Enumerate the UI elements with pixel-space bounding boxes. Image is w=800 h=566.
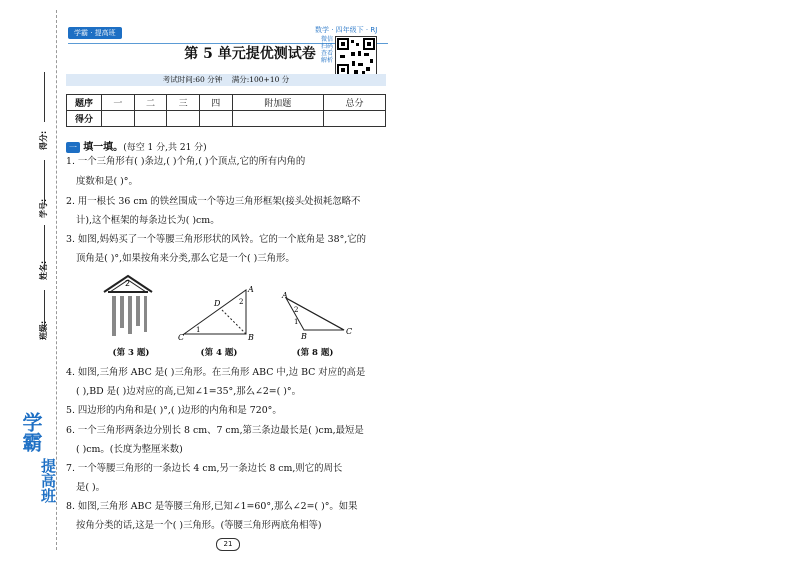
- score-field-blank: [44, 72, 45, 122]
- score-table-header-cell: 附加题: [232, 95, 323, 111]
- student-id-blank: [44, 160, 45, 205]
- brand-logo-main: 学霸: [19, 412, 43, 452]
- score-table-header-cell: 总分: [323, 95, 385, 111]
- brand-logo: [16, 412, 56, 552]
- question-2-line-1: 2. 用一根长 36 cm 的铁丝围成一个等边三角形框架(接头处损耗忽略不: [66, 196, 361, 207]
- figure-4-angle-2: 2: [239, 298, 244, 306]
- figure-3-caption: (第 3 题): [112, 348, 150, 358]
- question-8-line-2: 按角分类的话,这是一个( )三角形。(等腰三角形两底角相等): [76, 520, 322, 531]
- figure-4-triangle: [178, 282, 258, 342]
- exam-info-bar: [66, 74, 386, 86]
- question-7-line-2: 是( )。: [76, 482, 106, 493]
- score-table-header-cell: 二: [134, 95, 167, 111]
- score-table-header-cell: 题序: [67, 95, 102, 111]
- score-table-score-row: [67, 111, 386, 127]
- figure-4-caption: (第 4 题): [200, 348, 238, 358]
- score-table-header-row: [67, 95, 386, 111]
- figure-3-angle-label: 2: [125, 279, 131, 288]
- subject-label: 数学 · 四年级下 · RJ: [315, 26, 378, 34]
- figure-8-triangle: [280, 292, 352, 340]
- qr-code[interactable]: [335, 36, 377, 78]
- question-3-line-1: 3. 如图,妈妈买了一个等腰三角形形状的风铃。它的一个底角是 38°,它的: [66, 234, 366, 245]
- name-blank: [44, 225, 45, 270]
- question-2-line-2: 计),这个框架的每条边长为( )cm。: [76, 215, 220, 226]
- name-label: 姓名:: [39, 260, 48, 280]
- section-heading: [66, 138, 207, 153]
- score-cell[interactable]: [167, 111, 200, 127]
- question-6-line-2: ( )cm。(长度为整厘米数): [76, 444, 183, 455]
- question-6-line-1: 6. 一个三角形两条边分别长 8 cm、7 cm,第三条边最长是( )cm,最短是: [66, 425, 364, 436]
- figure-8-label-a: A: [282, 292, 288, 300]
- question-1-line-2: 度数和是( )°。: [76, 176, 138, 187]
- score-table-header-cell: 三: [167, 95, 200, 111]
- series-tag: 学霸 · 提高班: [68, 27, 122, 39]
- score-row-label: 得分: [67, 111, 102, 127]
- figure-4-label-a: A: [248, 285, 254, 294]
- figure-8-angle-1: 1: [294, 318, 299, 326]
- qr-code-icon: [336, 37, 376, 77]
- figure-4-angle-1: 1: [196, 326, 201, 334]
- figure-8-angle-2: 2: [294, 306, 299, 314]
- score-cell[interactable]: [134, 111, 167, 127]
- figure-4-label-b: B: [248, 333, 254, 342]
- figure-4-label-c: C: [178, 333, 185, 342]
- figure-3-wind-chime: [100, 272, 160, 342]
- section-note: (每空 1 分,共 21 分): [123, 143, 207, 153]
- question-4-line-1: 4. 如图,三角形 ABC 是( )三角形。在三角形 ABC 中,边 BC 对应的高是: [66, 367, 366, 378]
- figure-4-label-d: D: [214, 299, 221, 308]
- page-title: 第 5 单元提优测试卷: [184, 46, 316, 62]
- figure-8-label-b: B: [301, 332, 307, 340]
- question-5: 5. 四边形的内角和是( )°,( )边形的内角和是 720°。: [66, 405, 282, 416]
- section-title: 填一填。: [83, 142, 124, 153]
- page-number: 21: [216, 538, 240, 551]
- score-cell[interactable]: [323, 111, 385, 127]
- score-table-header-cell: 一: [102, 95, 135, 111]
- figure-8-label-c: C: [346, 327, 352, 336]
- brand-logo-sub: 提高班: [39, 458, 57, 503]
- question-7-line-1: 7. 一个等腰三角形的一条边长 4 cm,另一条边长 8 cm,则它的周长: [66, 463, 343, 474]
- question-1-line-1: 1. 一个三角形有( )条边,( )个角,( )个顶点,它的所有内角的: [66, 156, 306, 167]
- score-cell[interactable]: [232, 111, 323, 127]
- question-3-line-2: 顶角是( )°,如果按角来分类,那么它是一个( )三角形。: [76, 253, 295, 264]
- score-table: [66, 94, 386, 127]
- student-id-label: 学号:: [39, 198, 48, 218]
- score-cell[interactable]: [102, 111, 135, 127]
- class-label: 班级:: [39, 320, 48, 340]
- score-field-label: 得分:: [39, 130, 48, 150]
- section-number: 一: [66, 142, 80, 153]
- class-blank: [44, 290, 45, 330]
- full-score: 满分:100+10 分: [231, 75, 290, 84]
- question-4-line-2: ( ),BD 是( )边对应的高,已知∠1=35°,那么∠2=( )°。: [76, 386, 301, 397]
- score-cell[interactable]: [199, 111, 232, 127]
- qr-code-label: 微信扫码 查看解析: [321, 36, 334, 64]
- question-8-line-1: 8. 如图,三角形 ABC 是等腰三角形,已知∠1=60°,那么∠2=( )°。如果: [66, 501, 358, 512]
- figure-8-caption: (第 8 题): [296, 348, 334, 358]
- exam-time: 考试时间:60 分钟: [162, 75, 223, 84]
- score-table-header-cell: 四: [199, 95, 232, 111]
